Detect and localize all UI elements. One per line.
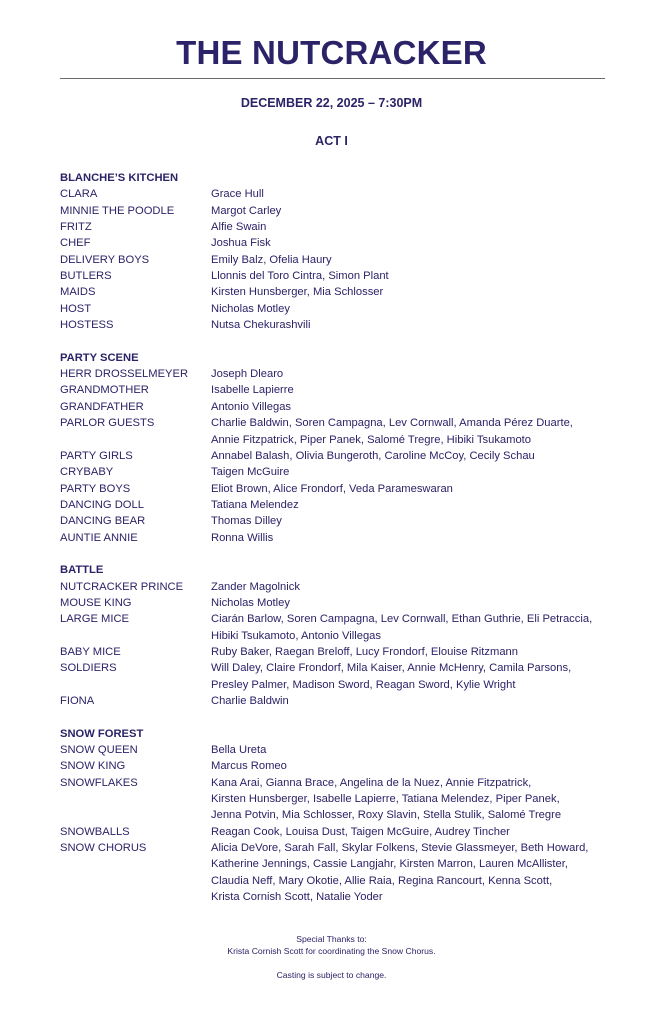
cast-row (60, 824, 620, 840)
special-thanks-title: Special Thanks to: (296, 934, 367, 944)
performer-names: Ciarán Barlow, Soren Campagna, Lev Cornwall, Ethan Guthrie, Eli Petraccia, Hibiki Tsukamoto, Antonio Villegas (211, 613, 593, 642)
act-heading: ACT I (315, 134, 348, 148)
role-name: BUTLERS (60, 270, 112, 283)
role-name: FIONA (60, 695, 95, 707)
performer-names: Bella Ureta (211, 744, 267, 757)
performer-names: Will Daley, Claire Frondorf, Mila Kaiser, Annie McHenry, Camila Parsons, Presley Palmer, Madison Sword, Reagan Sword, Kylie Wright (211, 662, 572, 691)
cast-row (60, 219, 620, 235)
role-name: PARLOR GUESTS (60, 417, 155, 430)
role-name: BABY MICE (60, 645, 121, 658)
special-thanks (0, 933, 663, 957)
performer-names: Antonio Villegas (211, 400, 292, 413)
role-name: PARTY GIRLS (60, 449, 133, 462)
cast-section (60, 170, 620, 333)
cast-row (60, 758, 620, 774)
role-name: SOLDIERS (60, 662, 117, 675)
cast-row (60, 284, 620, 300)
special-thanks-text: Krista Cornish Scott for coordinating the Snow Chorus. (227, 946, 436, 956)
performer-names: Nicholas Motley (211, 302, 290, 315)
role-name: MINNIE THE POODLE (60, 204, 175, 217)
role-name: FRITZ (60, 221, 92, 234)
role-name: MOUSE KING (60, 596, 132, 609)
cast-row (60, 235, 620, 251)
role-name: CRYBABY (60, 466, 114, 479)
cast-row (60, 366, 620, 382)
section-heading: BLANCHE’S KITCHEN (60, 172, 179, 184)
role-name: DANCING DOLL (60, 498, 144, 511)
cast-row (60, 268, 620, 284)
role-name: NUTCRACKER PRINCE (60, 580, 184, 593)
performer-names: Joseph Dlearo (211, 368, 284, 381)
cast-row (60, 775, 620, 824)
role-name: AUNTIE ANNIE (60, 531, 138, 544)
cast-row (60, 252, 620, 268)
role-name: SNOW CHORUS (60, 842, 147, 855)
performer-names: Alicia DeVore, Sarah Fall, Skylar Folkens, Stevie Glassmeyer, Beth Howard, Katherine Jennings, Cassie Langjahr, Kirsten Marron, Lauren McAllister, Claudia Neff, Mary Okotie, Allie Raia, Regina Rancourt, Kenna Scott, Krista Cornish Scott, Natalie Yoder (211, 842, 589, 904)
cast-section (60, 562, 620, 709)
role-name: CHEF (60, 237, 91, 250)
cast-row (60, 513, 620, 529)
cast-row (60, 579, 620, 595)
cast-row (60, 464, 620, 480)
performer-names: Alfie Swain (211, 221, 267, 234)
role-name: SNOWFLAKES (60, 776, 138, 789)
role-name: LARGE MICE (60, 613, 130, 626)
role-name: SNOW KING (60, 760, 126, 773)
performance-date: DECEMBER 22, 2025 – 7:30PM (240, 96, 423, 110)
cast-row (60, 301, 620, 317)
performer-names: Ruby Baker, Raegan Breloff, Lucy Frondorf, Elouise Ritzmann (211, 645, 518, 658)
performer-names: Taigen McGuire (211, 466, 290, 479)
cast-row (60, 415, 620, 448)
performer-names: Isabelle Lapierre (211, 384, 294, 397)
cast-row (60, 742, 620, 758)
performer-names: Charlie Baldwin, Soren Campagna, Lev Cornwall, Amanda Pérez Duarte, Annie Fitzpatrick, Piper Panek, Salomé Tregre, Hibiki Tsukamoto (211, 417, 573, 446)
title-divider (60, 78, 605, 79)
performer-names: Marcus Romeo (211, 760, 287, 773)
performer-names: Nicholas Motley (211, 596, 290, 609)
cast-row (60, 203, 620, 219)
cast-row (60, 382, 620, 398)
cast-section (60, 350, 620, 546)
performer-names: Ronna Willis (211, 531, 274, 544)
cast-row (60, 530, 620, 546)
performer-names: Grace Hull (211, 188, 264, 201)
cast-row (60, 660, 620, 693)
role-name: HOST (60, 302, 92, 315)
role-name: PARTY BOYS (60, 482, 131, 495)
performer-names: Joshua Fisk (211, 237, 271, 250)
performer-names: Charlie Baldwin (211, 695, 289, 707)
cast-row (60, 481, 620, 497)
role-name: HERR DROSSELMEYER (60, 368, 189, 381)
role-name: DANCING BEAR (60, 515, 146, 528)
role-name: CLARA (60, 188, 98, 201)
role-name: MAIDS (60, 286, 96, 299)
cast-row (60, 611, 620, 644)
cast-section (60, 726, 620, 906)
cast-row (60, 399, 620, 415)
performer-names: Margot Carley (211, 204, 282, 217)
performer-names: Reagan Cook, Louisa Dust, Taigen McGuire, Audrey Tincher (211, 825, 510, 838)
role-name: GRANDFATHER (60, 400, 144, 413)
section-heading: PARTY SCENE (60, 351, 139, 364)
performer-names: Annabel Balash, Olivia Bungeroth, Caroline McCoy, Cecily Schau (211, 449, 535, 462)
cast-row (60, 595, 620, 611)
section-heading: SNOW FOREST (60, 727, 144, 740)
cast-row (60, 317, 620, 333)
role-name: SNOWBALLS (60, 825, 130, 838)
performer-names: Emily Balz, Ofelia Haury (211, 253, 332, 266)
page-title: THE NUTCRACKER (176, 34, 487, 71)
performer-names: Zander Magolnick (211, 580, 300, 593)
section-heading: BATTLE (60, 564, 104, 577)
cast-row (60, 448, 620, 464)
role-name: GRANDMOTHER (60, 384, 149, 397)
performer-names: Kana Arai, Gianna Brace, Angelina de la Nuez, Annie Fitzpatrick, Kirsten Hunsberger, Isabelle Lapierre, Tatiana Melendez, Piper Panek, Jenna Potvin, Mia Schlosser, Roxy Slavin, Stella Stulik, Salomé Tregre (211, 776, 562, 822)
performer-names: Nutsa Chekurashvili (211, 319, 311, 332)
performer-names: Kirsten Hunsberger, Mia Schlosser (211, 286, 384, 299)
cast-row (60, 497, 620, 513)
role-name: DELIVERY BOYS (60, 253, 150, 266)
role-name: SNOW QUEEN (60, 744, 138, 757)
cast-row (60, 186, 620, 202)
performer-names: Tatiana Melendez (211, 498, 299, 511)
cast-row (60, 840, 620, 905)
cast-list (60, 170, 620, 922)
performer-names: Thomas Dilley (211, 515, 282, 528)
casting-note: Casting is subject to change. (276, 970, 387, 980)
performer-names: Eliot Brown, Alice Frondorf, Veda Parameswaran (211, 482, 453, 495)
cast-row (60, 693, 620, 709)
performer-names: Llonnis del Toro Cintra, Simon Plant (211, 270, 389, 283)
cast-row (60, 644, 620, 660)
role-name: HOSTESS (60, 319, 114, 332)
